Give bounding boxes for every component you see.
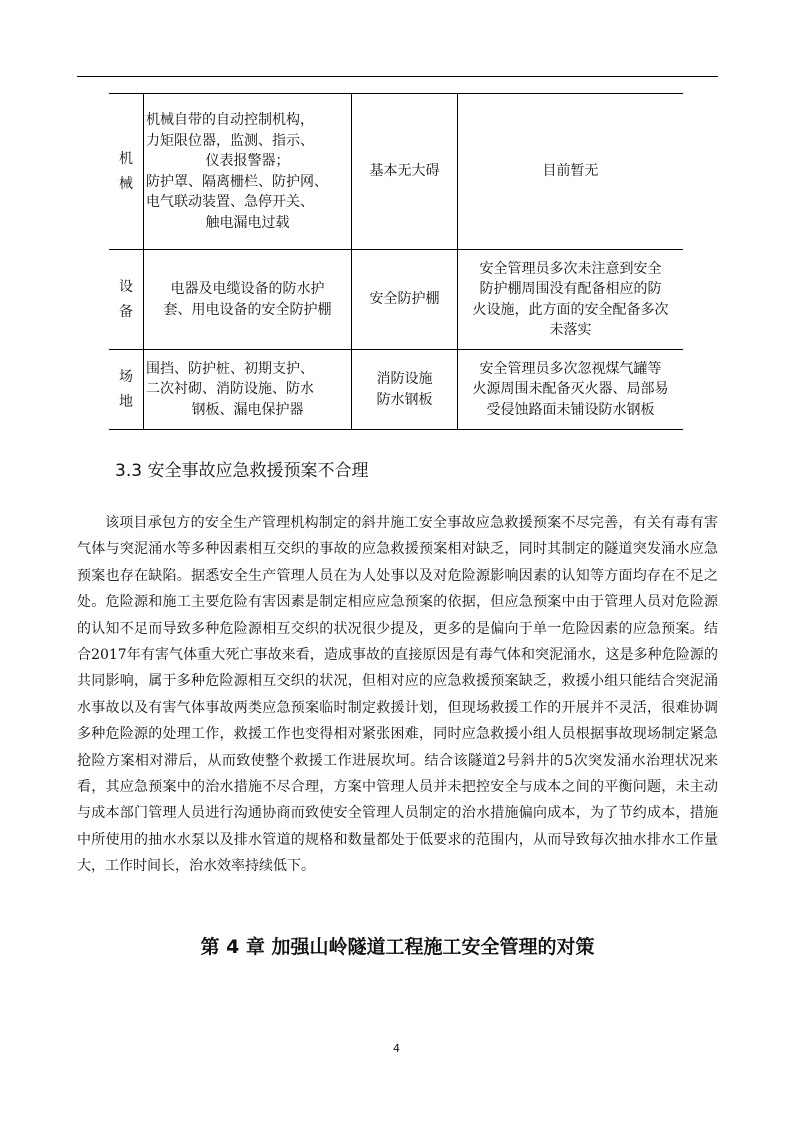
safety-measures-table (109, 93, 683, 430)
cell-line: 火源周围未配备灭火器、局部易 (472, 381, 669, 398)
cell-line: 二次衬砌、消防设施、防水 (146, 381, 314, 398)
section-heading: 3.3 安全事故应急救援预案不合理 (115, 461, 369, 481)
category-char: 场 (119, 368, 133, 385)
cell-line: 安全管理员多次忽视煤气罐等 (479, 360, 662, 377)
cell-line: 目前暂无 (542, 163, 599, 180)
cell-line: 防护罩、隔离栅栏、防护网、 (146, 173, 328, 190)
category-char: 械 (119, 175, 133, 192)
cell-line: 电器及电缆设备的防水护 (170, 281, 325, 297)
category-char: 地 (119, 393, 133, 410)
issue-cell (458, 350, 684, 430)
cell-line: 仪表报警器； (205, 153, 290, 169)
header-rule (77, 76, 718, 77)
issue-cell (458, 250, 684, 350)
cell-line: 受侵蚀路面未铺设防水钢板 (486, 401, 655, 418)
cell-line: 力矩限位器，监测、指示、 (146, 132, 314, 149)
cell-line: 防水钢板 (376, 391, 433, 408)
category-cell (109, 350, 144, 430)
cell-line: 未落实 (549, 322, 592, 338)
cell-line: 防护棚周围没有配备相应的防 (479, 281, 662, 297)
table-row (109, 250, 683, 350)
measures-cell (144, 94, 352, 250)
cell-line: 基本无大碍 (369, 163, 440, 180)
facility-cell (352, 250, 458, 350)
table-row (109, 350, 683, 430)
category-char: 机 (119, 150, 133, 167)
facility-cell (352, 94, 458, 250)
chapter-heading: 第 4 章 加强山岭隧道工程施工安全管理的对策 (200, 936, 595, 958)
category-char: 设 (119, 278, 133, 295)
cell-line: 围挡、防护桩、初期支护、 (146, 360, 314, 377)
issue-cell (458, 94, 684, 250)
cell-line: 火设施，此方面的安全配备多次 (472, 301, 669, 318)
measures-cell (144, 350, 352, 430)
facility-cell (352, 350, 458, 430)
cell-line: 套、用电设备的安全防护棚 (163, 301, 332, 318)
cell-line: 触电漏电过载 (205, 214, 290, 231)
page-number: 4 (393, 1042, 400, 1055)
cell-line: 安全管理员多次未注意到安全 (479, 260, 662, 277)
category-cell (109, 94, 144, 250)
cell-line: 钢板、漏电保护器 (191, 401, 304, 418)
body-paragraph: 该项目承包方的安全生产管理机构制定的斜井施工安全事故应急救援预案不尽完善，有关有毒有害气体与突泥涌水等多种因素相互交织的事故的应急救援预案相对缺乏，同时其制定的隧道突发涌水应急预案也存在缺陷。据悉安全生产管理人员在为人处事以及对危险源影响因素的认知等方面均存在不足之处。危险源和施工主要危险有害因素是制定相应应急预案的依据，但应急预案中由于管理人员对危险源的认知不足而导致多种危险源相互交织的状况很少提及，更多的是偏向于单一危险因素的应急预案。结合2017年有害气体重大死亡事故来看，造成事故的直接原因是有毒气体和突泥涌水，这是多种危险源的共同影响，属于多种危险源相互交织的状况，但相对应的应急救援预案缺乏，救援小组只能结合突泥涌水事故以及有害气体事故两类应急预案临时制定救援计划，但现场救援工作的开展并不灵活，很难协调多种危险源的处理工作，救援工作也变得相对紧张困难，同时应急救援小组人员根据事故现场制定紧急抢险方案相对滞后，从而致使整个救援工作进展坎坷。结合该隧道2号斜井的5次突发涌水治理状况来看，其应急预案中的治水措施不尽合理，方案中管理人员并未把控安全与成本之间的平衡问题，未主动与成本部门管理人员进行沟通协商而致使安全管理人员制定的治水措施偏向成本，为了节约成本，措施中所使用的抽水水泵以及排水管道的规格和数量都处于低要求的范围内，从而导致每次抽水排水工作量大，工作时间长，治水效率持续低下。 (77, 515, 718, 875)
category-char: 备 (119, 303, 133, 320)
cell-line: 消防设施 (376, 371, 433, 387)
table-row (109, 94, 683, 250)
cell-line: 机械自带的自动控制机构， (146, 112, 314, 128)
category-cell (109, 250, 144, 350)
cell-line: 安全防护棚 (369, 291, 440, 308)
measures-cell (144, 250, 352, 350)
cell-line: 电气联动装置、急停开关、 (146, 194, 314, 210)
